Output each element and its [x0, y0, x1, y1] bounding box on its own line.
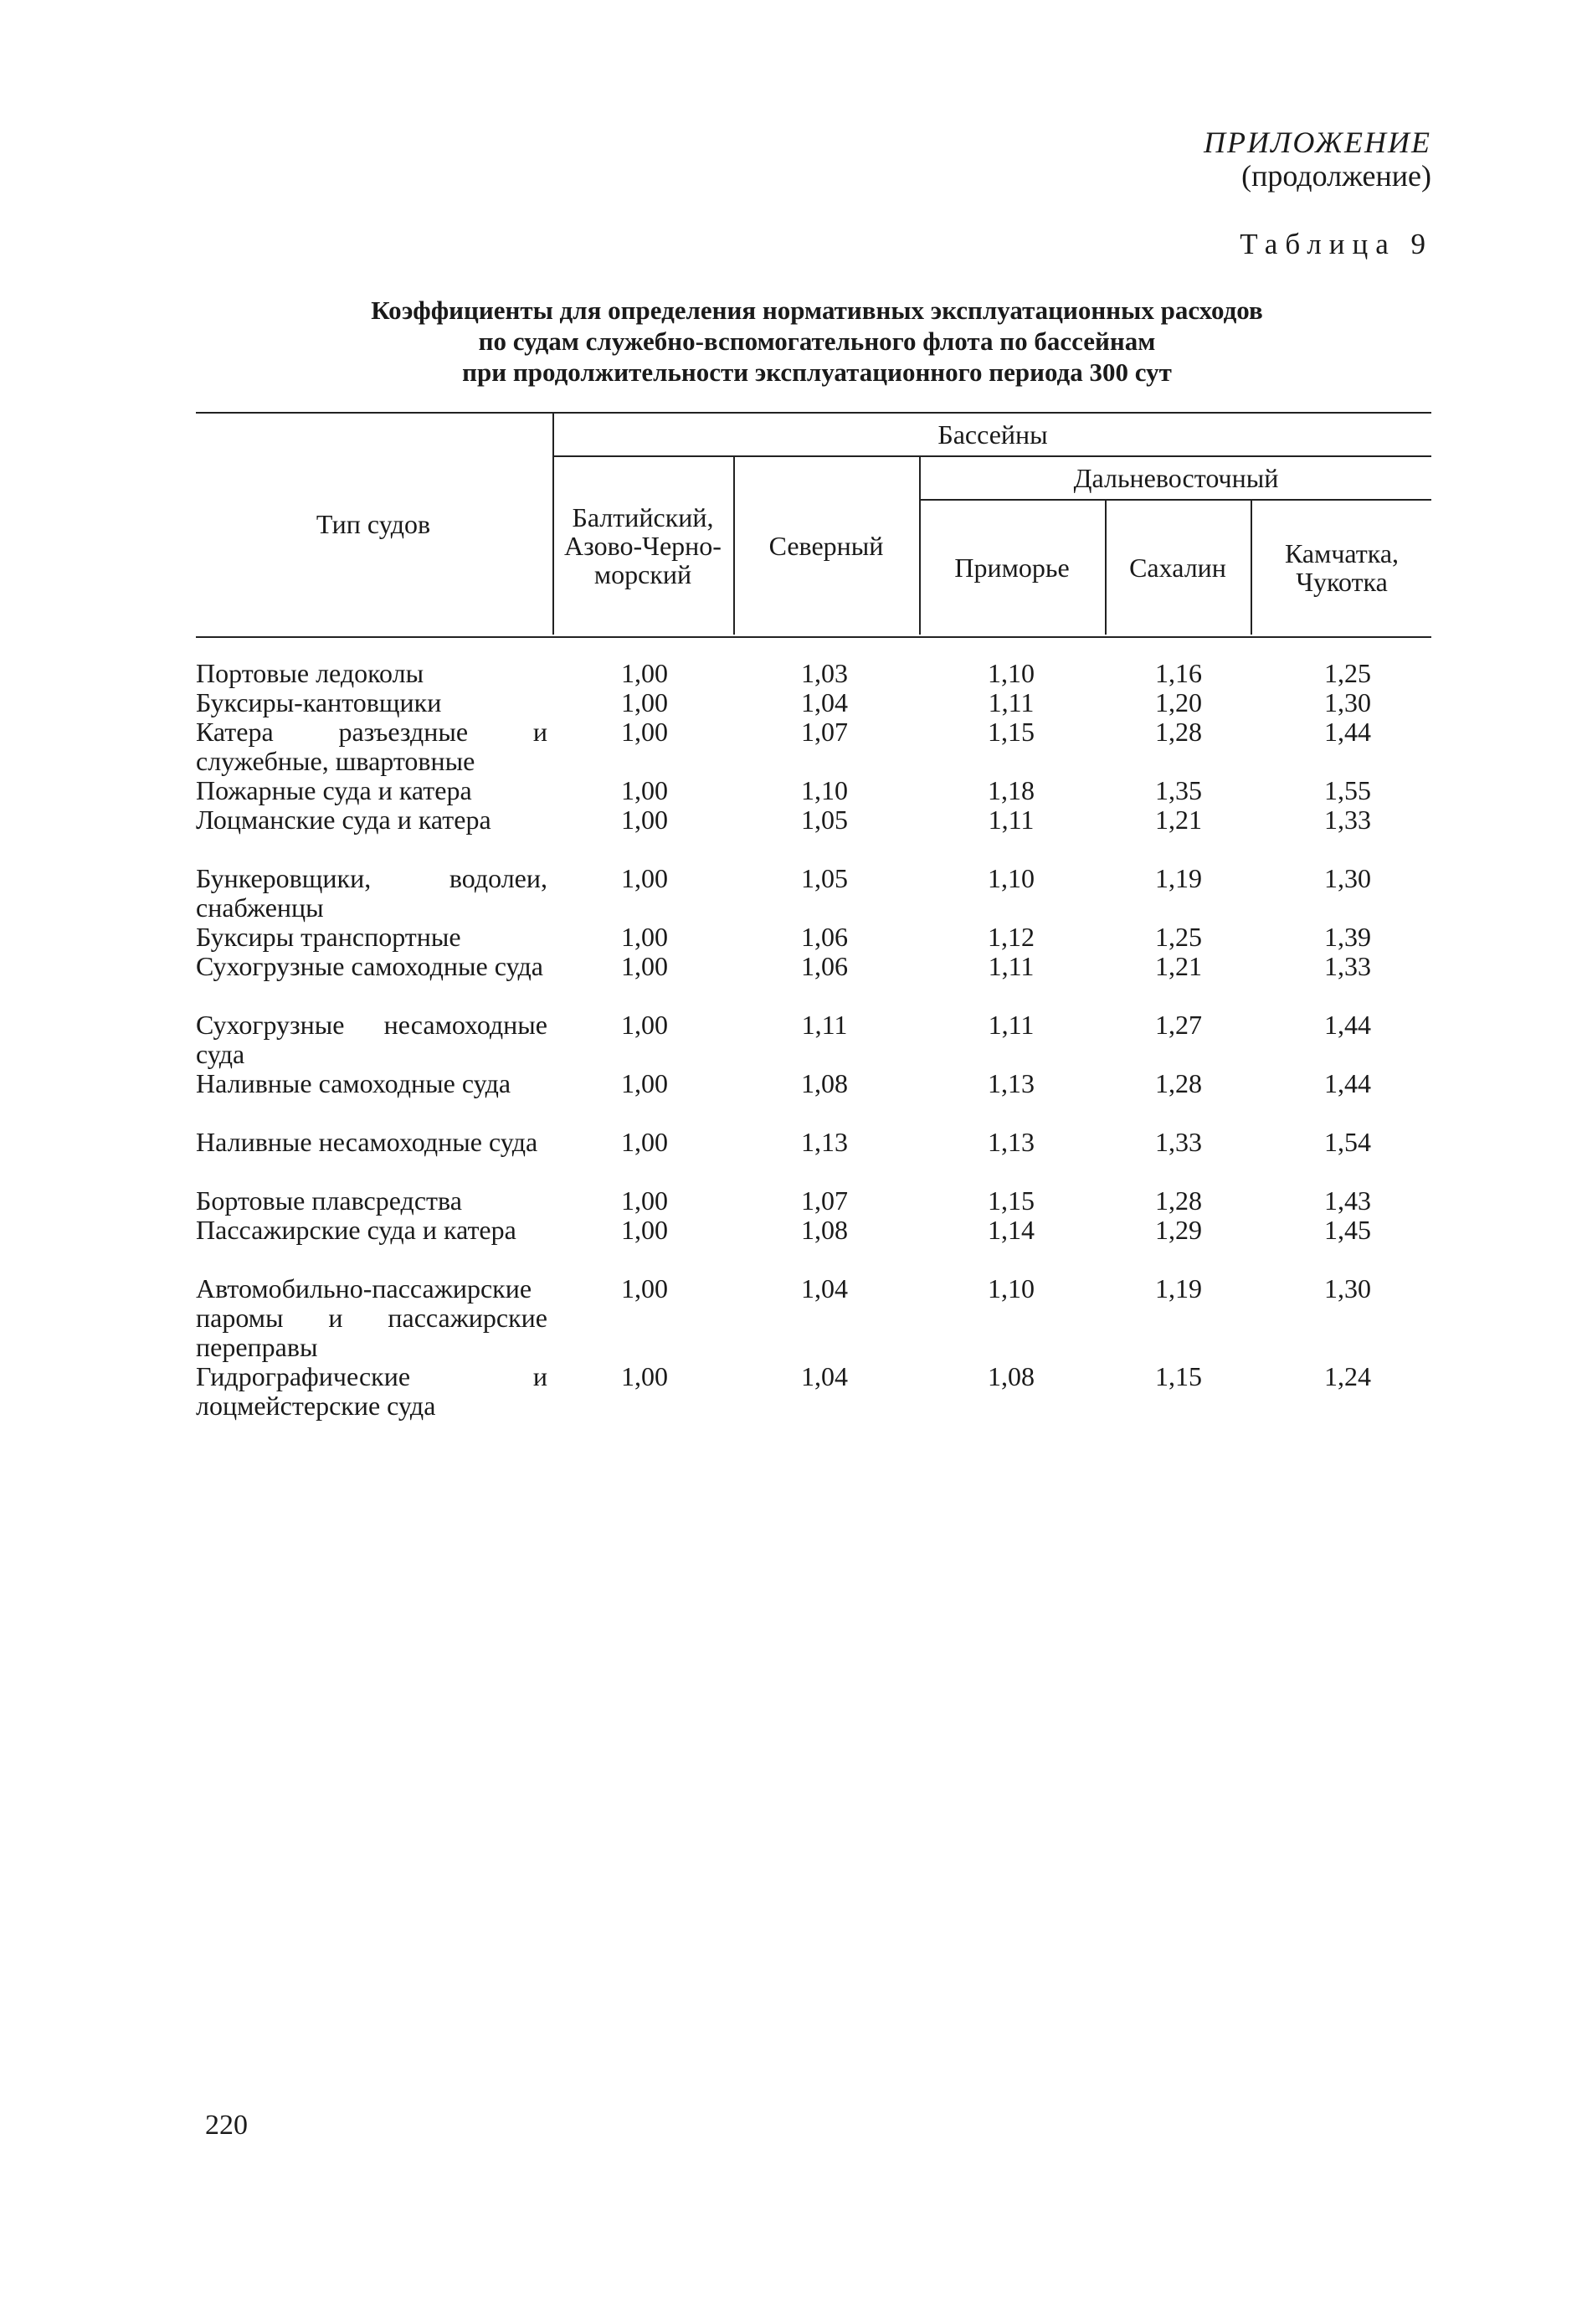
value-cell: 1,44	[1324, 717, 1371, 747]
value-cell: 1,00	[621, 775, 668, 805]
value-cell: 1,07	[801, 1185, 848, 1216]
value-cell: 1,35	[1155, 775, 1202, 805]
value-cell: 1,18	[988, 775, 1035, 805]
value-cell: 1,00	[621, 1068, 668, 1098]
value-cell: 1,08	[801, 1215, 848, 1245]
value-cell: 1,10	[988, 1273, 1035, 1303]
value-cell: 1,12	[988, 922, 1035, 952]
value-cell: 1,16	[1155, 658, 1202, 688]
row-name: Буксиры транспортные	[196, 922, 461, 952]
value-cell: 1,27	[1155, 1010, 1202, 1040]
value-cell: 1,33	[1155, 1127, 1202, 1157]
caption-line-2: по судам служебно-вспомогательного флота по бассейнам	[478, 326, 1156, 356]
value-cell: 1,14	[988, 1215, 1035, 1245]
value-cell: 1,04	[801, 687, 848, 717]
row-name: Буксиры-кантовщики	[196, 687, 442, 717]
value-cell: 1,20	[1155, 687, 1202, 717]
header-far-east: Дальневосточный	[1073, 463, 1279, 493]
value-cell: 1,00	[621, 951, 668, 981]
value-cell: 1,29	[1155, 1215, 1202, 1245]
value-cell: 1,21	[1155, 805, 1202, 835]
value-cell: 1,00	[621, 805, 668, 835]
appendix-subtitle: (продолжение)	[1241, 159, 1431, 193]
row-name: Бортовые плавсредства	[196, 1185, 462, 1216]
value-cell: 1,08	[801, 1068, 848, 1098]
header-kamchatka: Камчатка, Чукотка	[1284, 538, 1400, 597]
header-bottom-rule	[196, 636, 1431, 638]
value-cell: 1,03	[801, 658, 848, 688]
value-cell: 1,00	[621, 1185, 668, 1216]
value-cell: 1,06	[801, 922, 848, 952]
value-cell: 1,11	[988, 951, 1035, 981]
value-cell: 1,11	[801, 1010, 848, 1040]
value-cell: 1,00	[621, 1273, 668, 1303]
row-name: Бункеровщики, водолеи, снабженцы	[196, 863, 547, 923]
value-cell: 1,00	[621, 922, 668, 952]
value-cell: 1,30	[1324, 1273, 1371, 1303]
value-cell: 1,19	[1155, 863, 1202, 893]
value-cell: 1,10	[801, 775, 848, 805]
value-cell: 1,04	[801, 1361, 848, 1391]
value-cell: 1,54	[1324, 1127, 1371, 1157]
value-cell: 1,15	[988, 1185, 1035, 1216]
value-cell: 1,33	[1324, 805, 1371, 835]
value-cell: 1,08	[988, 1361, 1035, 1391]
value-cell: 1,10	[988, 863, 1035, 893]
value-cell: 1,00	[621, 863, 668, 893]
header-primorye: Приморье	[954, 553, 1070, 583]
value-cell: 1,28	[1155, 1185, 1202, 1216]
value-cell: 1,00	[621, 1010, 668, 1040]
value-cell: 1,25	[1324, 658, 1371, 688]
value-cell: 1,44	[1324, 1068, 1371, 1098]
row-name: Катера разъездные и служебные, швартовные	[196, 717, 547, 776]
value-cell: 1,19	[1155, 1273, 1202, 1303]
value-cell: 1,11	[988, 1010, 1035, 1040]
appendix-title: ПРИЛОЖЕНИЕ	[1204, 126, 1431, 159]
value-cell: 1,15	[1155, 1361, 1202, 1391]
table-label: Таблица 9	[1240, 228, 1433, 260]
value-cell: 1,00	[621, 1361, 668, 1391]
header-baltic: Балтийский, Азово-Черно-морский	[564, 502, 722, 589]
value-cell: 1,25	[1155, 922, 1202, 952]
row-name: Сухогрузные самоходные суда	[196, 951, 543, 981]
value-cell: 1,05	[801, 863, 848, 893]
page-number: 220	[205, 2110, 248, 2141]
value-cell: 1,10	[988, 658, 1035, 688]
value-cell: 1,11	[988, 805, 1035, 835]
value-cell: 1,07	[801, 717, 848, 747]
row-name: Портовые ледоколы	[196, 658, 424, 688]
value-cell: 1,13	[988, 1068, 1035, 1098]
value-cell: 1,24	[1324, 1361, 1371, 1391]
value-cell: 1,28	[1155, 717, 1202, 747]
value-cell: 1,00	[621, 1215, 668, 1245]
appendix-heading	[1204, 126, 1431, 193]
value-cell: 1,33	[1324, 951, 1371, 981]
value-cell: 1,11	[988, 687, 1035, 717]
row-name: Лоцманские суда и катера	[196, 805, 491, 835]
value-cell: 1,30	[1324, 863, 1371, 893]
header-sakhalin: Сахалин	[1129, 553, 1226, 583]
value-cell: 1,13	[988, 1127, 1035, 1157]
caption-line-1: Коэффициенты для определения нормативных эксплуатационных расходов	[371, 296, 1263, 325]
header-north: Северный	[768, 531, 884, 561]
row-name: Гидрографические и лоцмейстерские суда	[196, 1361, 547, 1421]
row-name: Пожарные суда и катера	[196, 775, 472, 805]
header-ship-type: Тип судов	[316, 509, 431, 539]
row-name: Сухогрузные несамоходные суда	[196, 1010, 547, 1069]
value-cell: 1,00	[621, 687, 668, 717]
table-caption	[198, 295, 1436, 388]
value-cell: 1,30	[1324, 687, 1371, 717]
value-cell: 1,43	[1324, 1185, 1371, 1216]
value-cell: 1,45	[1324, 1215, 1371, 1245]
row-name: Наливные самоходные суда	[196, 1068, 511, 1098]
header-basins: Бассейны	[937, 419, 1048, 450]
value-cell: 1,55	[1324, 775, 1371, 805]
value-cell: 1,15	[988, 717, 1035, 747]
value-cell: 1,00	[621, 658, 668, 688]
row-name: Наливные несамоходные суда	[196, 1127, 538, 1157]
value-cell: 1,28	[1155, 1068, 1202, 1098]
value-cell: 1,39	[1324, 922, 1371, 952]
caption-line-3: при продолжительности эксплуатационного периода 300 сут	[462, 357, 1172, 387]
value-cell: 1,04	[801, 1273, 848, 1303]
value-cell: 1,21	[1155, 951, 1202, 981]
value-cell: 1,06	[801, 951, 848, 981]
value-cell: 1,00	[621, 1127, 668, 1157]
row-name: Пассажирские суда и катера	[196, 1215, 516, 1245]
row-name: Автомобильно-пассажирские паромы и пассажирские переправы	[196, 1273, 547, 1362]
value-cell: 1,00	[621, 717, 668, 747]
value-cell: 1,44	[1324, 1010, 1371, 1040]
value-cell: 1,05	[801, 805, 848, 835]
value-cell: 1,13	[801, 1127, 848, 1157]
